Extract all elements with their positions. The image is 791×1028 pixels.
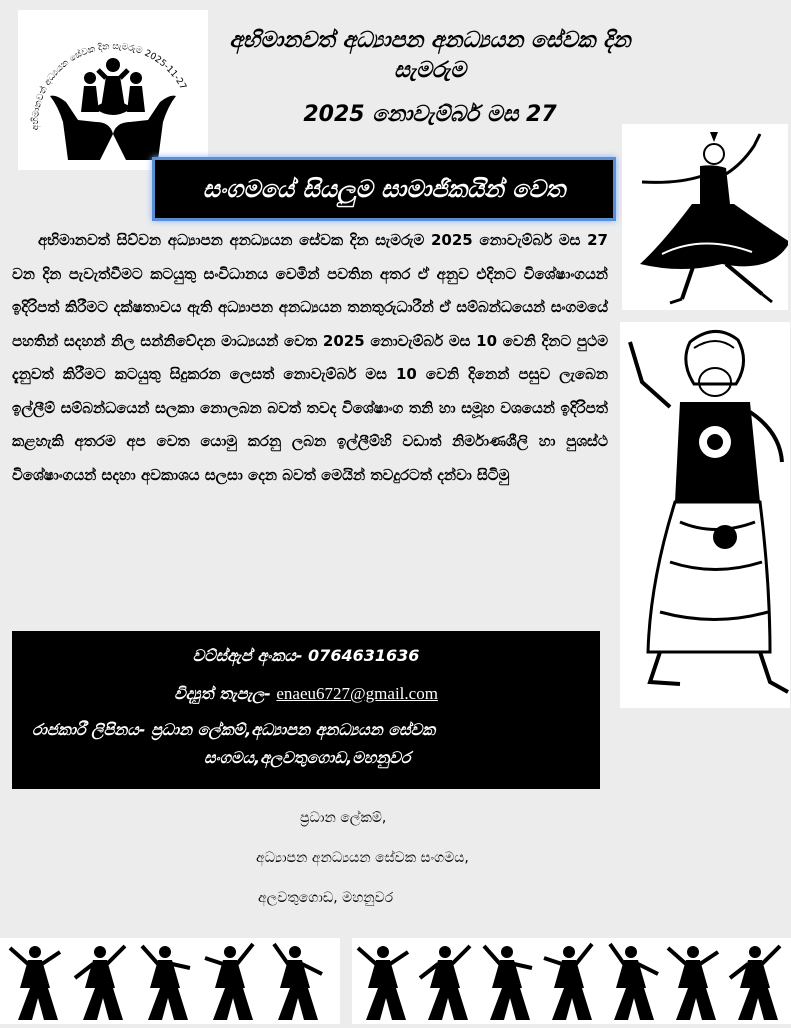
whatsapp-row [32, 637, 580, 675]
whatsapp-number[interactable]: 0764631636 [308, 646, 420, 665]
page-heading [225, 26, 635, 130]
ves-dancer-image [620, 322, 790, 708]
email-row [32, 675, 580, 713]
whatsapp-label: වට්ස්ඇප් අංකය- [192, 646, 303, 665]
dancer-silhouettes-icon [352, 938, 791, 1024]
hands-people-icon [18, 10, 208, 170]
address-label: රාජකාරී ලිපිනය- [32, 720, 146, 739]
footer-strip-left [0, 938, 340, 1024]
kandyan-dancer-image [622, 124, 788, 310]
footer-dancers [0, 938, 791, 1024]
signature-location: අලවතුගොඩ, මහනුවර [258, 890, 394, 906]
members-banner [152, 157, 616, 221]
association-logo [18, 10, 208, 170]
signature-title: ප්‍රධාන ලේකම්, [300, 810, 387, 826]
logo-arc-text: අභිමානවත් අධ්‍යයන සේවක දින සැමරුම 2025-11-27 [30, 41, 188, 131]
kandyan-dancer-icon [622, 124, 788, 310]
heading-date: 2025 නොවැම්බර් මස 27 [303, 102, 557, 127]
address-line2: සංගමය,අලවතුගොඩ,මහනුවර [204, 748, 411, 767]
banner-text: සංගමයේ සියලුම සාමාජිකයින් වෙත [202, 175, 566, 203]
address-row [32, 715, 580, 745]
announcement-paragraph: අභිමානවත් සිව්වන අධ්‍යාපන අනධ්‍යයන සේවක දින සැමරුම 2025 නොවැම්බර් මස 27 වන දින පැවැත්වීමට කටයුතු සංවිධානය වෙමින් පවතින අතර ඒ අනුව එදිනට විශේෂාංගයන් ඉදිරිපත් කිරීමට දක්ෂතාවය ඇති අධ්‍යාපන අනධ්‍යයන තනතුරුධාරීන් ඒ සම්බන්ධයෙන් සංගමයේ පහතින් සදහන් නිල සන්නිවේදන මාධ්‍යයන් වෙත 2025 නොවැම්බර් මස 10 වෙනි දිනට පුථම දැනුවත් කිරීමට කටයුතු සිදුකරන ලෙසත් නොවැම්බර් මස 10 වෙනි දිනෙන් පසුව ලැබෙන ඉල්ලීම් සම්බන්ධයෙන් සලකා නොලබන බවත් තවද විශේෂාංග තනි හා සමූහ වශයෙන් ඉදිරිපත් කළහැකි අතරම අප වෙත යොමු කරනු ලබන ඉල්ලීම්හි වඩාත් නිර්මාණශීලි හා පුශස්ථ විශේෂාංගයන් සදහා අවකාශය සලසා දෙන බවත් මෙයින් තවදුරටත් දන්වා සිටිමු [12, 231, 608, 484]
ves-dancer-icon [620, 322, 790, 708]
dancer-silhouettes-icon [0, 938, 340, 1024]
address-line1: ප්‍රධාන ලේකම්,අධ්‍යාපන අනධ්‍යයන සේවක [151, 720, 436, 739]
email-label: විද්‍යුත් තැපැල- [174, 684, 271, 703]
contact-box [12, 631, 600, 789]
heading-title: අභිමානවත් අධ්‍යාපන අනධ්‍යයන සේවක දින සැමරුම [229, 28, 631, 83]
footer-strip-right [352, 938, 791, 1024]
email-link[interactable]: enaeu6727@gmail.com [276, 684, 438, 703]
signature-organization: අධ්‍යාපන අනධ්‍යයන සේවක සංගමය, [256, 850, 469, 866]
